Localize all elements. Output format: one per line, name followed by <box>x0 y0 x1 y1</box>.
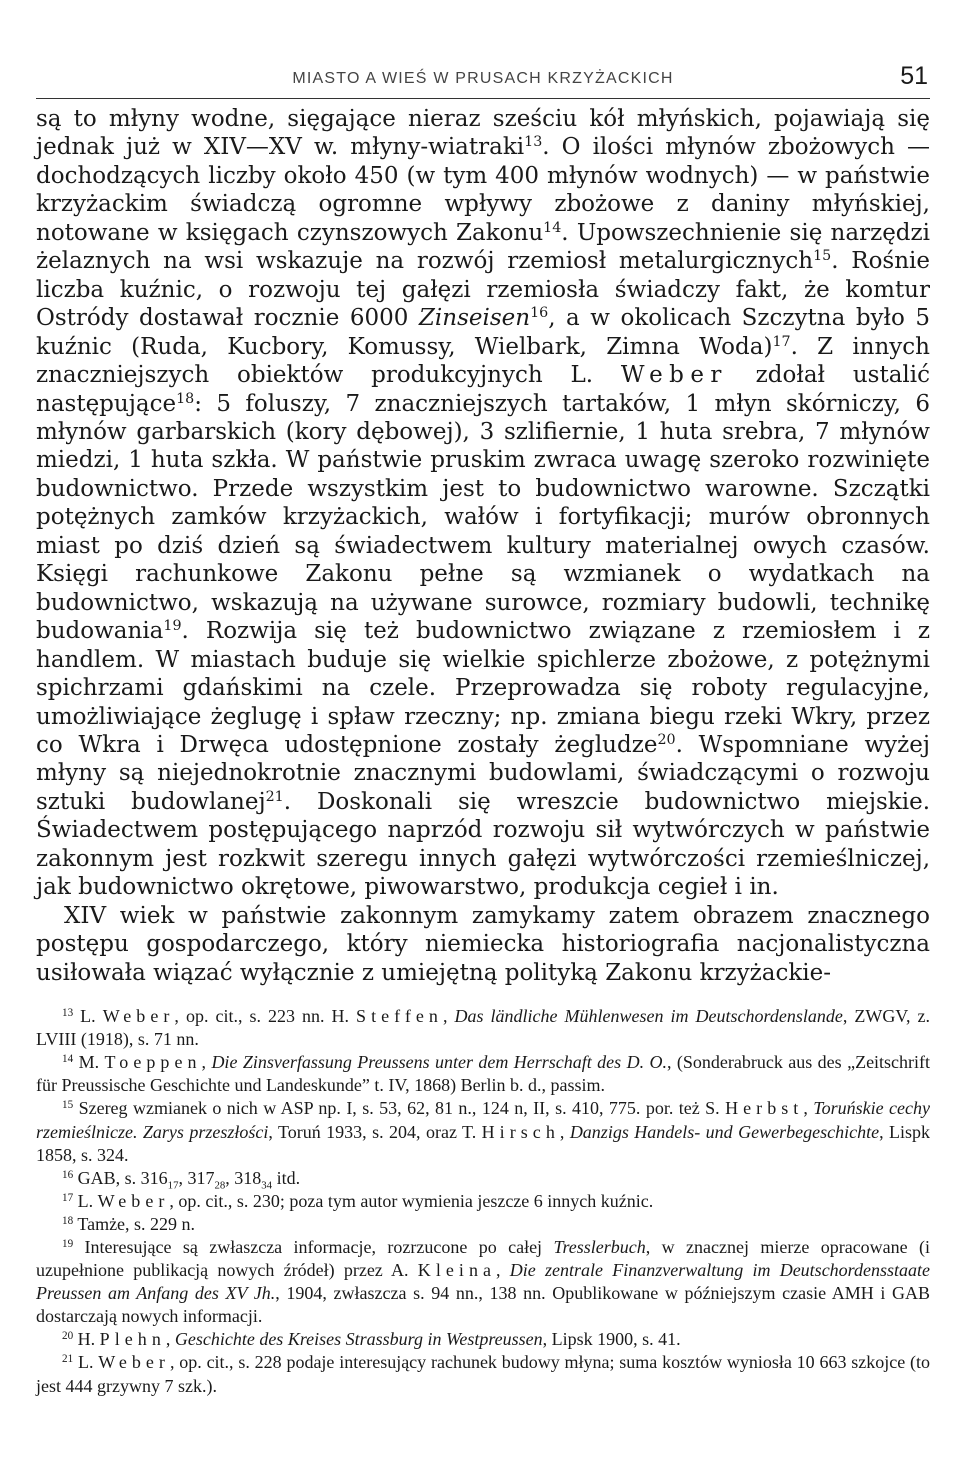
footnote-ref-13[interactable]: 13 <box>524 134 543 151</box>
footnote-ref-14[interactable]: 14 <box>543 219 562 236</box>
italic-term: Zinseisen <box>418 305 531 332</box>
running-title: MIASTO A WIEŚ W PRUSACH KRZYŻACKICH <box>292 70 674 87</box>
footnote-17: $^{17}$ L. Weber, op. cit., s. 230; poza tym autor wymienia jeszcze 6 innych kuźnic. <box>62 1190 654 1211</box>
footnote-14: $^{14}$ M. Toeppen, Die Zinsverfassung Preussens unter dem Herrschaft des D. O., (Sonderabruck aus des „Zeitschrift für Preussische Geschichte und Landeskunde” t. IV, 1868) Berlin b. d., passim. <box>36 1052 931 1096</box>
main-text <box>36 105 930 987</box>
footnote-21: $^{21}$ L. Weber, op. cit., s. 228 podaje interesujący rachunek budowy młyna; suma kosztów wyniosła 10 663 szkojce (to jest 444 grzywny 7 szk.). <box>36 1352 931 1396</box>
footnote-ref-18[interactable]: 18 <box>176 390 195 407</box>
page-number: 51 <box>900 62 928 90</box>
footnote-16: $^{16}$ GAB, s. $316_{17}$, $317_{28}$, $318_{34}$ itd. <box>62 1167 301 1192</box>
footnote-19: $^{19}$ Interesujące są zwłaszcza informacje, rozrzucone po całej Tresslerbuch, w znacznej mierze opracowane (i uzupełnione publikacją nowych źródeł) przez A. Kleina, Die zentrale Finanzverwaltung im Deutschordensstaate Preussen am Anfang des XV Jh., 1904, zwłaszcza s. 94 nn., 138 nn. Opublikowane w późniejszym czasie AMH i GAB dostarczają nowych informacji. <box>36 1236 931 1327</box>
footnote-13: $^{13}$ L. Weber, op. cit., s. 223 nn. H. Steffen, Das ländliche Mühlenwesen im Deutschordenslande, ZWGV, z. LVIII (1918), s. 71 nn. <box>36 1006 930 1050</box>
footnote-ref-19[interactable]: 19 <box>163 618 182 635</box>
footnote-ref-15[interactable]: 15 <box>813 248 832 265</box>
footnote-18: $^{18}$ Tamże, s. 229 n. <box>62 1213 196 1234</box>
footnote-ref-16[interactable]: 16 <box>530 305 549 322</box>
spaced-author-name: Weber <box>620 362 728 389</box>
paragraph-1: są to młyny wodne, sięgające nieraz sześciu kół młyńskich, pojawiają się jednak już w XIV—XV w. młyny-wiatraki$^{13}$. O ilości młynów zbożowych — dochodzących liczby około 450 (w tym 400 młynów wodnych) — w państwie krzyżackim świadczą ogromne wpływy zbożowe z daniny młyńskiej, notowane w księgach czynszowych Zakonu$^{14}$. Upowszechnienie się narzędzi żelaznych na wsi wskazuje na rozwój rzemiosł metalurgicznych$^{15}$. Rośnie liczba kuźnic, o rozwoju tej gałęzi rzemiosła świadczy fakt, że komtur Ostródy dostawał rocznie 6000 Zinseisen$^{16}$, a w okolicach Szczytna było 5 kuźnic (Ruda, Kucbory, Komussy, Wielbark, Zimna Woda)$^{17}$. Z innych znaczniejszych obiektów produkcyjnych L. Weber zdołał ustalić następujące$^{18}$: 5 foluszy, 7 znaczniejszych tartaków, 1 młyn skórniczy, 6 młynów garbarskich (kory dębowej), 3 szlifiernie, 1 huta srebra, 7 młynów miedzi, 1 huta szkła. W państwie pruskim zwraca uwagę szeroko rozwinięte budownictwo. Przede wszystkim jest to budownictwo warowne. Szczątki potężnych zamków krzyżackich, wałów i fortyfikacji; murów obronnych miast po dziś dzień są świadectwem kultury materialnej owych czasów. Księgi rachunkowe Zakonu pełne są wzmianek o wydatkach na budownictwo, wskazują na używane surowce, rozmiary budowli, technikę budowania$^{19}$. Rozwija się też budownictwo związane z rzemiosłem i z handlem. W miastach buduje się wielkie spichlerze zbożowe, z potężnymi spichrzami gdańskimi na czele. Przeprowadza się roboty regulacyjne, umożliwiające żeglugę i spław rzeczny; np. zmiana biegu rzeki Wkry, przez co Wkra i Drwęca udostępnione zostały żegludze$^{20}$. Wspomniane wyżej młyny są niejednokrotnie znacznymi budowlami, świadczącymi o rozwoju sztuki budowlanej$^{21}$. Doskonali się wreszcie budownictwo miejskie. Świadectwem postępującego naprzód rozwoju sił wytwórczych w państwie zakonnym jest rozkwit szeregu innych gałęzi wytwórczości rzemieślniczej, jak budownictwo okrętowe, piwowarstwo, produkcja cegieł i in. <box>36 106 931 901</box>
footnote-ref-17[interactable]: 17 <box>772 333 791 350</box>
footnotes <box>36 1005 930 1398</box>
running-header <box>36 58 930 99</box>
paragraph-2: XIV wiek w państwie zakonnym zamykamy zatem obrazem znacznego postępu gospodarczego, który niemiecka historiografia nacjonalistyczna usiłowała wiązać wyłącznie z umiejętną polityką Zakonu krzyżackie- <box>36 902 930 986</box>
footnote-15: $^{15}$ Szereg wzmianek o nich w ASP np. I, s. 53, 62, 81 n., 124 n, II, s. 410, 775. por. też S. Herbst, Toruńskie cechy rzemieślnicze. Zarys przeszłości, Toruń 1933, s. 204, oraz T. Hirsch, Danzigs Handels- und Gewerbegeschichte, Lispk 1858, s. 324. <box>36 1098 930 1165</box>
footnote-ref-20[interactable]: 20 <box>657 732 676 749</box>
footnote-ref-21[interactable]: 21 <box>265 789 284 806</box>
footnote-20: $^{20}$ H. Plehn, Geschichte des Kreises Strassburg in Westpreussen, Lipsk 1900, s. 41. <box>62 1329 681 1350</box>
